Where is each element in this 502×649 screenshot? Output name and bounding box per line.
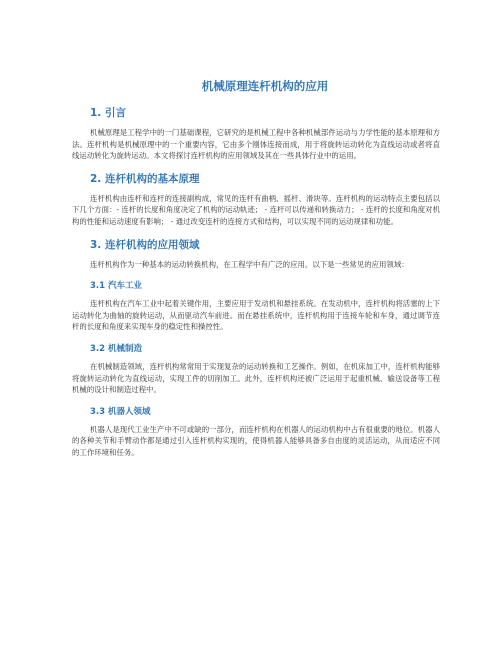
section-heading-introduction: 1. 引言	[90, 107, 126, 119]
section-paragraph-application-areas: 连杆机构作为一种基本的运动转换机构，在工程学中有广泛的应用。以下是一些常见的应用领域：	[90, 259, 409, 269]
subsection-paragraph-robotics: 机器人是现代工业生产中不可或缺的一部分，而连杆机构在机器人的运动机构中占有很重要的地位。机器人的各种关节和手臂动作都是通过引入连杆机构实现的，使得机器人能够具备多自由度的灵活运动，从而适应不同的工作环境和任务。	[72, 424, 440, 457]
section-paragraph-basic-principle: 连杆机构由连杆和连杆的连接副构成，常见的连杆有曲柄、摇杆、滑块等。连杆机构的运动特点主要包括以下几个方面：- 连杆的长度和角度决定了机构的运动轨迹； - 连杆可以传递和转换动力； - 连杆的长度和角度对机构的性能和运动速度有影响； - 通过改变连杆的连接方式和结构，可以实现不同的运动规律和功能。	[72, 193, 440, 226]
section-heading-application-areas: 3. 连杆机构的应用领域	[90, 238, 200, 251]
section-paragraph-introduction: 机械原理是工程学中的一门基础课程，它研究的是机械工程中各种机械部件运动与力学性能的基本原理和方法。连杆机构是机械原理中的一个重要内容，它由多个刚体连接而成，用于将旋转运动转化为直线运动或者将直线运动转化为旋转运动。本文将探讨连杆机构的应用领域及其在一些具体行业中的运用。	[72, 128, 440, 161]
subsection-heading-robotics: 3.3 机器人领域	[90, 406, 151, 417]
subsection-heading-machinery: 3.2 机械制造	[90, 343, 143, 354]
subsection-paragraph-machinery: 在机械制造领域，连杆机构常常用于实现复杂的运动转换和工艺操作。例如，在机床加工中，连杆机构能够将旋转运动转化为直线运动，实现工件的切削加工。此外，连杆机构还被广泛运用于起重机械、输送设备等工程机械的设计和制造过程中。	[72, 361, 440, 395]
subsection-automotive	[72, 280, 440, 333]
subsection-heading-automotive: 3.1 汽车工业	[90, 281, 143, 292]
document-title: 机械原理连杆机构的应用	[201, 79, 329, 93]
section-basic-principle	[72, 172, 440, 228]
section-application-areas	[72, 238, 440, 459]
section-introduction	[72, 106, 440, 162]
subsection-robotics	[72, 406, 440, 459]
section-heading-basic-principle: 2. 连杆机构的基本原理	[90, 172, 200, 185]
subsection-paragraph-automotive: 连杆机构在汽车工业中起着关键作用，主要应用于发动机和悬挂系统。在发动机中，连杆机构将活塞的上下运动转化为曲轴的旋转运动，从而驱动汽车前进。而在悬挂系统中，连杆机构用于连接车轮和车身，通过调节连杆的长度和角度来实现车身的稳定性和操控性。	[72, 299, 440, 332]
subsection-machinery	[72, 343, 440, 396]
